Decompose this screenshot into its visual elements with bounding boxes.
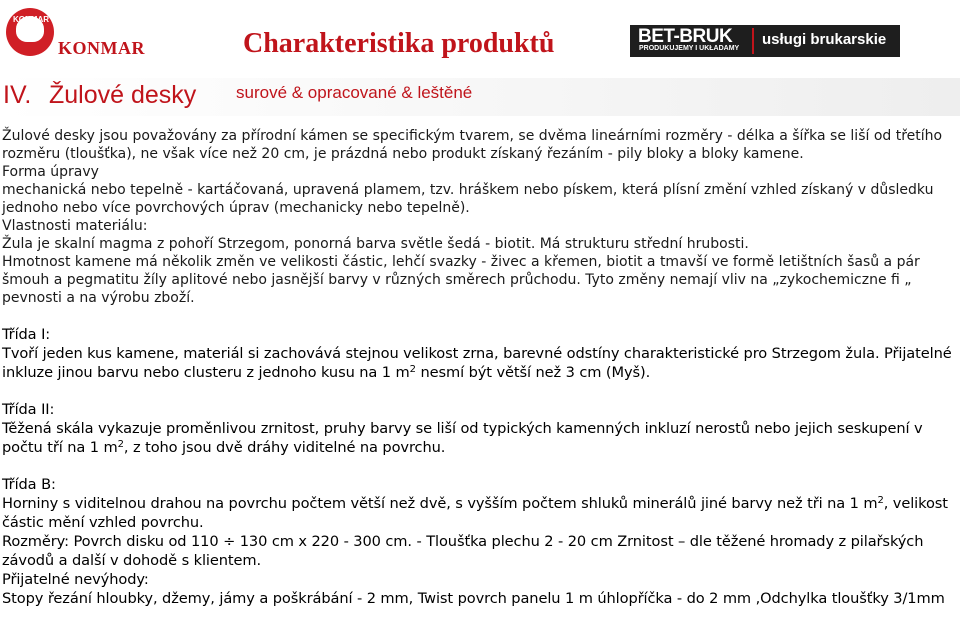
bet-bruk-logo-tagline: PRODUKUJEMY I UKŁADAMY bbox=[639, 45, 740, 52]
hmotnost-text: Hmotnost kamene má několik změn ve velikosti částic, lehčí svazky - živec a křemen, biotit a tmavší ve formě letištních šasů a pár šmouh a pegmatitu žíly aplitové nebo jasnější barvy v různých směrech průchodu. Tyto změny nemají vliv na „zykochemiczne fi „ pevnosti a na výrobu zboží. bbox=[2, 254, 920, 306]
section-subtitle: surové & opracované & leštěné bbox=[236, 83, 473, 102]
header bbox=[0, 0, 960, 78]
trida2-text bbox=[2, 419, 952, 457]
bet-bruk-logo-main: BET-BRUK bbox=[638, 26, 733, 47]
konmar-logo bbox=[0, 6, 160, 70]
spacer bbox=[2, 457, 952, 475]
konmar-logo-name: KONMAR bbox=[58, 38, 145, 58]
tridab-text bbox=[2, 494, 952, 532]
bet-bruk-logo-service: usługi brukarskie bbox=[762, 31, 887, 48]
section-number: IV. bbox=[3, 81, 32, 109]
tridab-text-b: , velikost částic mění vzhled povrchu. bbox=[2, 495, 948, 531]
bet-bruk-logo bbox=[630, 25, 900, 57]
vyhody-label: Přijatelné nevýhody: bbox=[2, 571, 149, 588]
trida1-text-a: Tvoří jeden kus kamene, materiál si zachovává stejnou velikost zrna, barevné odstíny charakteristické pro Strzegom žula. Přijatelné inkluze jinou barvu nebo clusteru z jednoho kusu na 1 m bbox=[2, 345, 952, 381]
tridab-text-a: Horniny s viditelnou drahou na povrchu počtem větší než dvě, s vyšším počtem shluků minerálů jiné barvy než tři na 1 m bbox=[2, 495, 878, 512]
vlastnosti-text: Žula je skalní magma z pohoří Strzegom, ponorná barva světle šedá - biotit. Má strukturu střední hrubosti. bbox=[2, 236, 749, 252]
trida2-label: Třída II: bbox=[2, 401, 55, 418]
trida2-sup: 2 bbox=[117, 439, 124, 450]
trida1-sup: 2 bbox=[409, 364, 416, 375]
forma-label: Forma úpravy bbox=[2, 164, 99, 180]
trida1-text-b: nesmí být větší než 3 cm (Myš). bbox=[415, 364, 651, 381]
rozmery-text: Rozměry: Povrch disku od 110 ÷ 130 cm x 220 - 300 cm. - Tloušťka plechu 2 - 20 cm Zrnitost – dle těžené hromady z pilařských závodů a další v dohodě s klientem. bbox=[2, 533, 924, 569]
content-body bbox=[2, 127, 952, 608]
tridab-label: Třída B: bbox=[2, 476, 56, 493]
konmar-logo-badge-text: KONMAR bbox=[13, 15, 49, 24]
logo-separator bbox=[752, 28, 754, 54]
trida2-text-a: Těžená skála vykazuje proměnlivou zrnitost, pruhy barvy se liší od typických kamenných inkluzí nerostů nebo jejich seskupení v počtu tří na 1 m bbox=[2, 420, 923, 456]
trida1-text bbox=[2, 344, 952, 382]
spacer bbox=[2, 307, 952, 325]
trida2-text-b: , z toho jsou dvě dráhy viditelné na povrchu. bbox=[123, 439, 446, 456]
vyhody-text: Stopy řezání hloubky, džemy, jámy a poškrábání - 2 mm, Twist povrch panelu 1 m úhlopříčka - do 2 mm ,Odchylka tloušťky 3/1mm bbox=[2, 590, 945, 607]
forma-text: mechanická nebo tepelně - kartáčovaná, upravená plamem, tzv. hráškem nebo pískem, která plísní změní vzhled získaný v důsledku jednoho nebo více povrchových úprav (mechanicky nebo tepelně). bbox=[2, 182, 934, 216]
konmar-logo-emblem bbox=[6, 8, 54, 56]
trida1-label: Třída I: bbox=[2, 326, 51, 343]
intro-paragraph: Žulové desky jsou považovány za přírodní kámen se specifickým tvarem, se dvěma lineárními rozměry - délka a šířka se liší od třetího rozměru (tloušťka), ne však více než 20 cm, je prázdná nebo produkt získaný řezáním - pily bloky a bloky kamene. bbox=[2, 128, 943, 162]
vlastnosti-label: Vlastnosti materiálu: bbox=[2, 218, 148, 234]
tridab-sup: 2 bbox=[877, 495, 884, 506]
section-title: Žulové desky bbox=[49, 81, 197, 109]
spacer bbox=[2, 382, 952, 400]
page-title: Charakteristika produktů bbox=[243, 28, 555, 59]
